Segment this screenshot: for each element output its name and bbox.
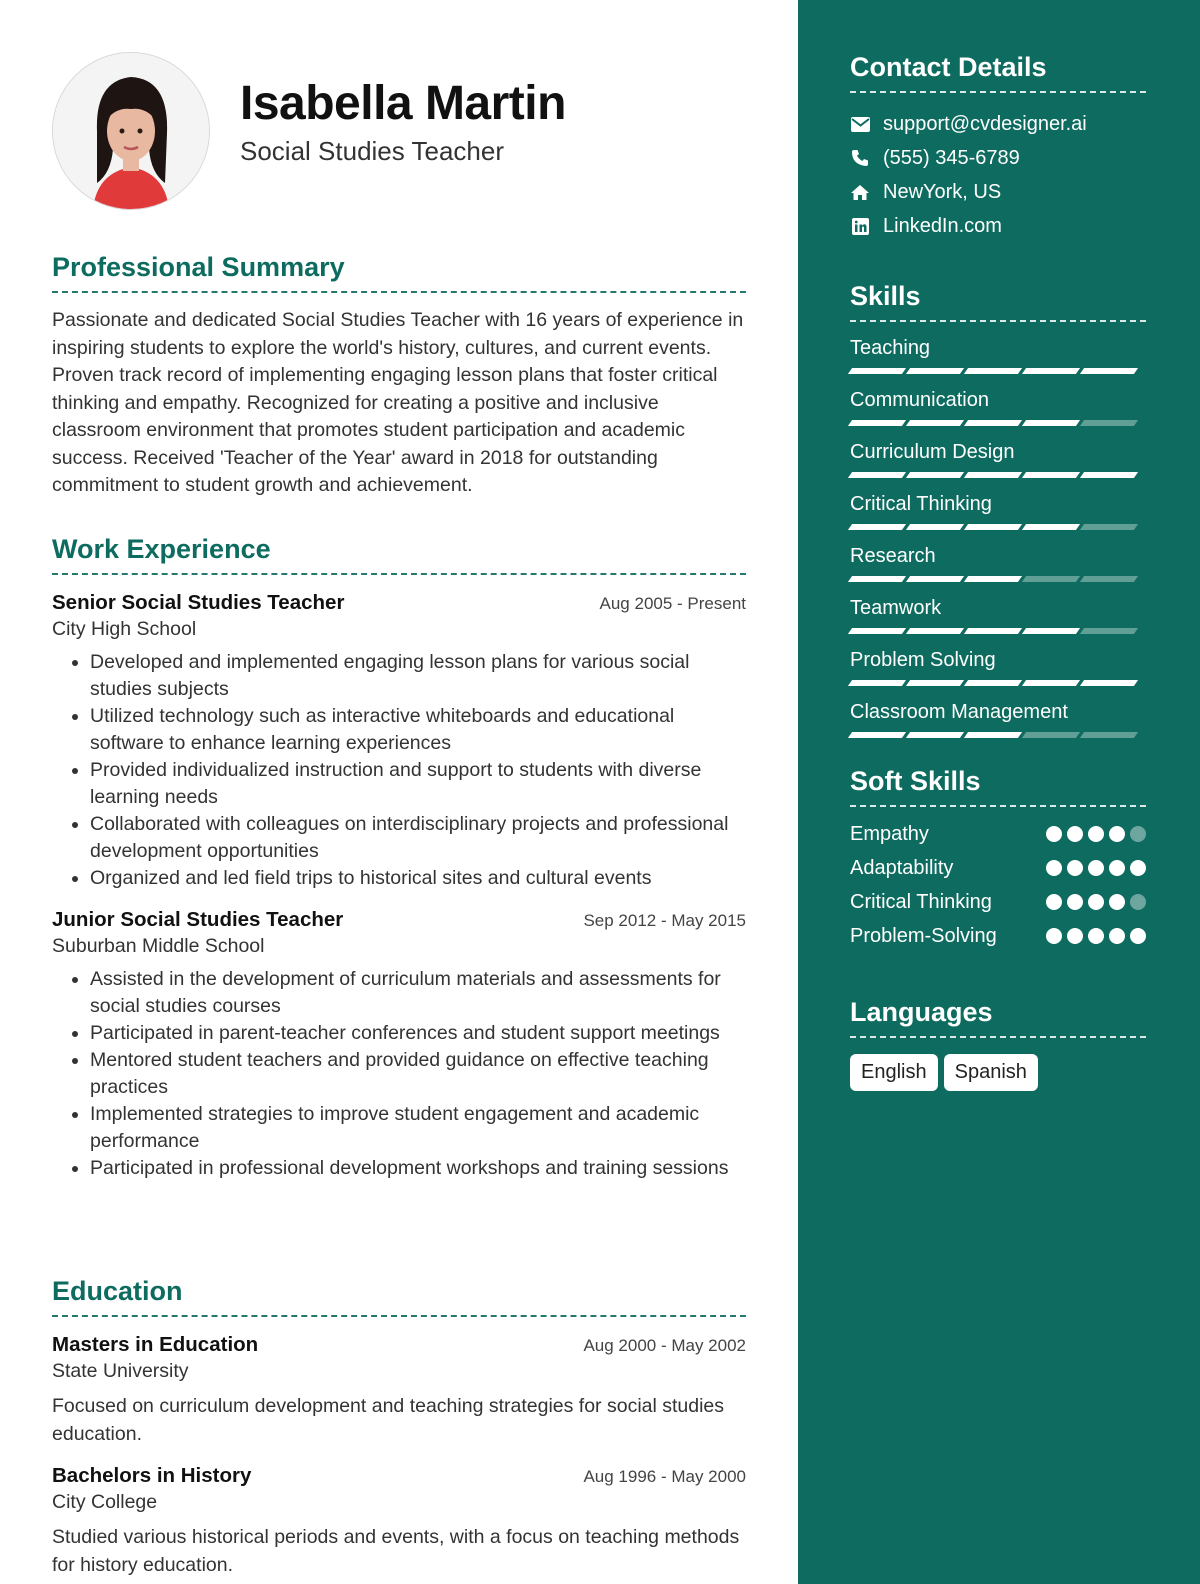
contact-linkedin-text: LinkedIn.com [883, 214, 1002, 237]
rating-dot [1130, 928, 1146, 944]
skill-level-bar [850, 472, 1146, 478]
job-bullets [52, 966, 746, 1182]
skill-level-segment [964, 472, 1022, 478]
rating-dot [1088, 894, 1104, 910]
skill-level-segment [1080, 576, 1138, 582]
skill-level-segment [906, 420, 964, 426]
skill-item [850, 596, 1146, 634]
job-bullet: • Utilized technology such as interactive whiteboards and educational software to enhance learning experiences [90, 703, 746, 757]
soft-skill-name: Empathy [850, 822, 929, 845]
contact-divider [850, 91, 1146, 93]
skill-level-bar [850, 368, 1146, 374]
skill-level-segment [1022, 368, 1080, 374]
rating-dot [1130, 894, 1146, 910]
education-entry [52, 1464, 746, 1579]
skill-name: Curriculum Design [850, 441, 1015, 463]
skill-level-segment [848, 368, 906, 374]
skills-list [850, 336, 1146, 738]
skill-level-bar [850, 732, 1146, 738]
home-icon [850, 182, 870, 202]
soft-skills-list [850, 817, 1146, 953]
experience-section [52, 534, 746, 1182]
contact-section [850, 52, 1146, 243]
job-bullet: • Organized and led field trips to historical sites and cultural events [90, 865, 746, 892]
rating-dot [1088, 826, 1104, 842]
languages-section [850, 997, 1146, 1091]
education-section [52, 1276, 746, 1579]
language-chip: Spanish [944, 1054, 1038, 1091]
skill-name: Teaching [850, 337, 931, 359]
rating-dot [1088, 928, 1104, 944]
skill-name: Communication [850, 389, 989, 411]
skill-name: Critical Thinking [850, 493, 992, 515]
skill-level-segment [1080, 628, 1138, 634]
rating-dot [1109, 860, 1125, 876]
skill-level-segment [906, 472, 964, 478]
contact-phone-text: (555) 345-6789 [883, 146, 1020, 169]
skill-level-segment [848, 472, 906, 478]
job-organization: Suburban Middle School [52, 935, 265, 957]
linkedin-icon [850, 216, 870, 236]
skill-level-bar [850, 524, 1146, 530]
skill-level-segment [906, 732, 964, 738]
job-bullet: • Developed and implemented engaging lesson plans for various social studies subjects [90, 649, 746, 703]
skills-section [850, 281, 1146, 738]
skill-level-segment [906, 628, 964, 634]
profile-photo [52, 52, 210, 210]
skill-level-segment [848, 680, 906, 686]
skill-level-segment [848, 732, 906, 738]
language-chip: English [850, 1054, 938, 1091]
skill-item [850, 544, 1146, 582]
rating-dot [1067, 928, 1083, 944]
job-dates: Sep 2012 - May 2015 [583, 911, 746, 930]
skill-name: Problem Solving [850, 649, 996, 671]
skill-level-segment [1022, 472, 1080, 478]
skill-item [850, 440, 1146, 478]
skill-item [850, 336, 1146, 374]
contact-location [850, 175, 1146, 209]
job-bullet: • Mentored student teachers and provided guidance on effective teaching practices [90, 1047, 746, 1101]
soft-skill-item [850, 817, 1146, 851]
skill-item [850, 648, 1146, 686]
skill-level-segment [848, 524, 906, 530]
rating-dot [1046, 928, 1062, 944]
skill-level-segment [906, 368, 964, 374]
skill-level-segment [964, 524, 1022, 530]
rating-dot [1046, 894, 1062, 910]
rating-dot [1109, 928, 1125, 944]
soft-skill-name: Problem-Solving [850, 924, 997, 947]
skill-level-segment [906, 680, 964, 686]
rating-dot [1046, 860, 1062, 876]
education-dates: Aug 2000 - May 2002 [583, 1336, 746, 1355]
education-entry [52, 1333, 746, 1448]
job-entry [52, 908, 746, 1182]
skill-level-segment [1080, 368, 1138, 374]
job-bullet: • Provided individualized instruction and support to students with diverse learning needs [90, 757, 746, 811]
job-bullet: • Implemented strategies to improve student engagement and academic performance [90, 1101, 746, 1155]
skill-level-segment [964, 680, 1022, 686]
skill-level-segment [964, 368, 1022, 374]
school-name: State University [52, 1360, 189, 1382]
education-description: Studied various historical periods and events, with a focus on teaching methods for history education. [52, 1526, 740, 1576]
job-bullet: • Participated in professional development workshops and training sessions [90, 1155, 746, 1182]
contact-email-text: support@cvdesigner.ai [883, 112, 1087, 135]
skill-level-segment [906, 524, 964, 530]
school-name: City College [52, 1491, 158, 1513]
rating-dot [1088, 860, 1104, 876]
rating-dot [1046, 826, 1062, 842]
skills-heading: Skills [850, 281, 921, 311]
contact-location-text: NewYork, US [883, 180, 1002, 203]
experience-divider [52, 573, 746, 575]
skill-level-segment [906, 576, 964, 582]
skill-level-segment [1022, 732, 1080, 738]
rating-dot [1109, 826, 1125, 842]
soft-skills-divider [850, 805, 1146, 807]
skill-level-segment [1022, 628, 1080, 634]
education-dates: Aug 1996 - May 2000 [583, 1467, 746, 1486]
soft-skills-section [850, 766, 1146, 953]
job-bullet: • Assisted in the development of curriculum materials and assessments for social studies courses [90, 966, 746, 1020]
summary-divider [52, 291, 746, 293]
skill-item [850, 700, 1146, 738]
education-heading: Education [52, 1276, 183, 1306]
skill-level-segment [1022, 576, 1080, 582]
summary-section [52, 252, 746, 500]
rating-dot [1067, 860, 1083, 876]
languages-divider [850, 1036, 1146, 1038]
education-description: Focused on curriculum development and teaching strategies for social studies education. [52, 1395, 725, 1445]
job-bullets [52, 649, 746, 892]
skill-level-segment [1080, 420, 1138, 426]
skill-level-segment [848, 628, 906, 634]
skill-level-bar [850, 576, 1146, 582]
skill-level-segment [1022, 420, 1080, 426]
soft-skill-name: Adaptability [850, 856, 954, 879]
skill-level-segment [964, 732, 1022, 738]
skill-level-segment [1022, 680, 1080, 686]
job-dates: Aug 2005 - Present [599, 594, 746, 613]
rating-dot [1130, 860, 1146, 876]
skills-divider [850, 320, 1146, 322]
job-role: Senior Social Studies Teacher [52, 591, 345, 614]
skill-item [850, 492, 1146, 530]
skill-level-bar [850, 628, 1146, 634]
contact-linkedin[interactable] [850, 209, 1146, 243]
skill-name: Classroom Management [850, 701, 1068, 723]
education-divider [52, 1315, 746, 1317]
skill-level-bar [850, 420, 1146, 426]
skill-level-bar [850, 680, 1146, 686]
rating-dot [1130, 826, 1146, 842]
profile-photo-image [53, 53, 209, 209]
soft-skill-rating [1046, 826, 1146, 842]
rating-dot [1109, 894, 1125, 910]
envelope-icon [850, 114, 870, 134]
skill-level-segment [1022, 524, 1080, 530]
skill-level-segment [964, 420, 1022, 426]
soft-skill-item [850, 919, 1146, 953]
soft-skill-rating [1046, 860, 1146, 876]
skill-level-segment [848, 576, 906, 582]
job-bullet: • Collaborated with colleagues on interdisciplinary projects and professional development opportunities [90, 811, 746, 865]
soft-skill-rating [1046, 894, 1146, 910]
soft-skill-item [850, 851, 1146, 885]
skill-level-segment [964, 576, 1022, 582]
skill-item [850, 388, 1146, 426]
contact-heading: Contact Details [850, 52, 1047, 82]
degree-name: Bachelors in History [52, 1464, 252, 1487]
job-organization: City High School [52, 618, 197, 640]
soft-skill-item [850, 885, 1146, 919]
skill-level-segment [1080, 472, 1138, 478]
degree-name: Masters in Education [52, 1333, 259, 1356]
summary-heading: Professional Summary [52, 252, 345, 282]
skill-level-segment [964, 628, 1022, 634]
soft-skill-name: Critical Thinking [850, 890, 992, 913]
candidate-title: Social Studies Teacher [240, 136, 505, 166]
languages-heading: Languages [850, 997, 993, 1027]
skill-level-segment [1080, 524, 1138, 530]
summary-text: Passionate and dedicated Social Studies Teacher with 16 years of experience in inspiring students to explore the world's history, cultures, and current events. Proven track record of implementing engaging lesson plans that foster critical thinking and empathy. Recognized for creating a positive and inclusive classroom environment that promotes student participation and academic success. Received 'Teacher of the Year' award in 2018 for outstanding commitment to student growth and achievement. [52, 309, 744, 496]
job-role: Junior Social Studies Teacher [52, 908, 344, 931]
languages-list [850, 1054, 1146, 1091]
soft-skills-heading: Soft Skills [850, 766, 981, 796]
job-entry [52, 591, 746, 892]
skill-level-segment [1080, 732, 1138, 738]
contact-email[interactable] [850, 107, 1146, 141]
experience-heading: Work Experience [52, 534, 271, 564]
rating-dot [1067, 894, 1083, 910]
candidate-name: Isabella Martin [240, 77, 566, 130]
sidebar [798, 0, 1200, 1584]
skill-name: Teamwork [850, 597, 942, 619]
soft-skill-rating [1046, 928, 1146, 944]
job-bullet: • Participated in parent-teacher conferences and student support meetings [90, 1020, 746, 1047]
phone-icon [850, 148, 870, 168]
contact-phone[interactable] [850, 141, 1146, 175]
rating-dot [1067, 826, 1083, 842]
skill-name: Research [850, 545, 936, 567]
skill-level-segment [1080, 680, 1138, 686]
skill-level-segment [848, 420, 906, 426]
